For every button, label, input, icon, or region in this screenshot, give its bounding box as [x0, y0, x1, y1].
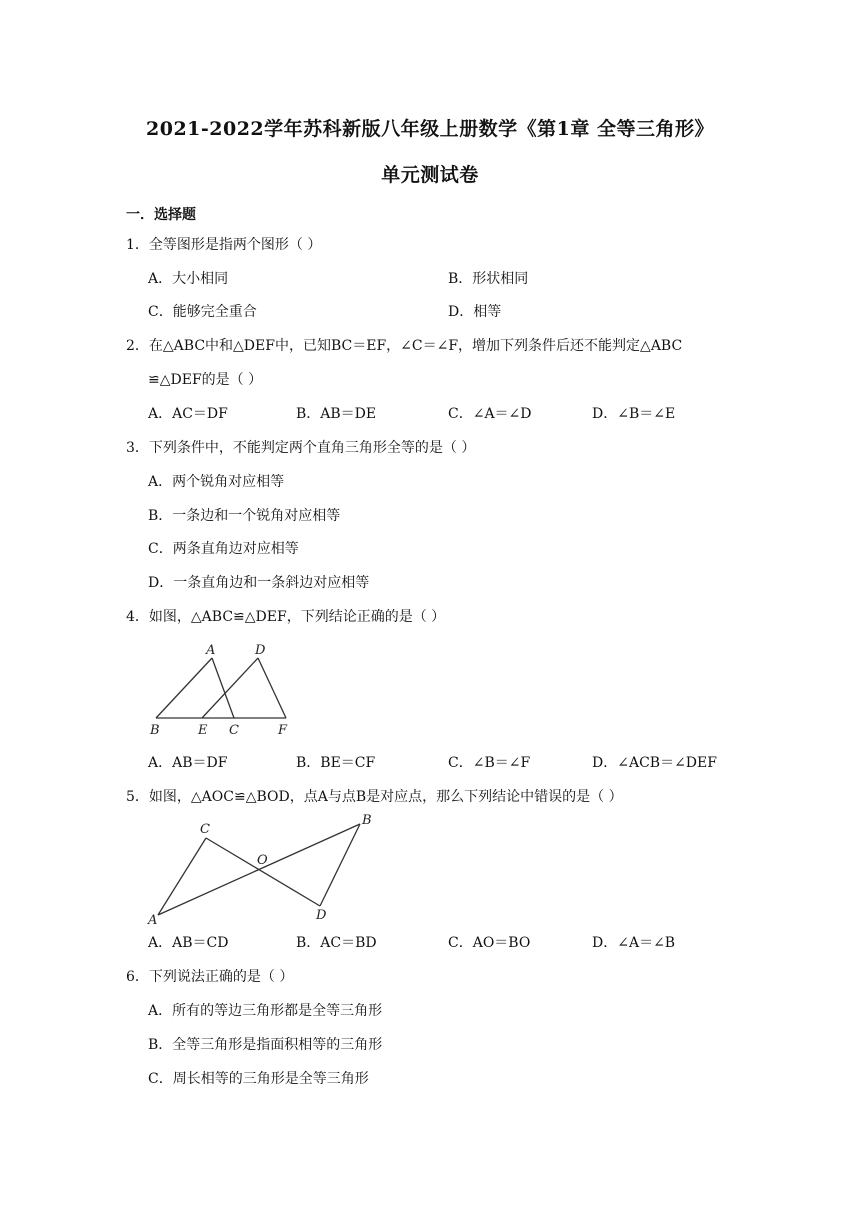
q6-option-a: A．所有的等边三角形都是全等三角形	[148, 1003, 383, 1019]
q4-segment-ed	[202, 658, 258, 718]
q4-segment-df	[258, 658, 286, 718]
q4-label-f: F	[278, 723, 288, 738]
question-4-stem: 4．如图，△ABC≌△DEF，下列结论正确的是（ ）	[126, 609, 446, 625]
q6-option-b: B．全等三角形是指面积相等的三角形	[148, 1037, 383, 1053]
q1-option-b: B．形状相同	[448, 271, 529, 287]
q5-segment-cd	[206, 838, 320, 906]
q4-option-d: D．∠ACB＝∠DEF	[592, 755, 717, 771]
exam-title: 2021-2022学年苏科新版八年级上册数学《第1章 全等三角形》	[146, 118, 714, 140]
q5-label-c: C	[200, 822, 210, 837]
q2-option-c: C．∠A＝∠D	[448, 406, 532, 422]
q1-option-a: A．大小相同	[148, 271, 229, 287]
q5-segment-ac	[158, 838, 206, 915]
q6-option-c: C．周长相等的三角形是全等三角形	[148, 1071, 369, 1087]
exam-subtitle: 单元测试卷	[381, 164, 479, 186]
q1-option-c: C．能够完全重合	[148, 304, 257, 320]
q4-label-a: A	[206, 643, 216, 658]
q3-option-a: A．两个锐角对应相等	[148, 474, 285, 490]
q4-option-c: C．∠B＝∠F	[448, 755, 531, 771]
q5-triangle-figure	[144, 812, 384, 927]
q5-label-a: A	[148, 913, 158, 927]
q3-option-b: B．一条边和一个锐角对应相等	[148, 508, 341, 524]
question-5-stem: 5．如图，△AOC≌△BOD，点A与点B是对应点，那么下列结论中错误的是（ ）	[126, 789, 623, 805]
q5-option-d: D．∠A＝∠B	[592, 935, 676, 951]
q2-option-b: B．AB＝DE	[296, 406, 377, 422]
q5-segment-bd	[320, 824, 360, 906]
q5-option-c: C．AO＝BO	[448, 935, 531, 951]
q4-segment-ba	[156, 658, 212, 718]
q2-option-d: D．∠B＝∠E	[592, 406, 676, 422]
question-3-stem: 3．下列条件中，不能判定两个直角三角形全等的是（ ）	[126, 440, 476, 456]
q1-option-d: D．相等	[448, 304, 502, 320]
q2-option-a: A．AC＝DF	[148, 406, 228, 422]
q3-option-c: C．两条直角边对应相等	[148, 541, 299, 557]
q4-option-b: B．BE＝CF	[296, 755, 376, 771]
q4-option-a: A．AB＝DF	[148, 755, 228, 771]
q4-label-d: D	[255, 643, 266, 658]
q4-triangle-figure	[146, 640, 296, 740]
q4-label-e: E	[198, 723, 208, 738]
section-heading: 一．选择题	[126, 207, 196, 223]
q3-option-d: D．一条直角边和一条斜边对应相等	[148, 575, 370, 591]
q4-label-b: B	[150, 723, 160, 738]
q5-option-a: A．AB＝CD	[148, 935, 229, 951]
q4-label-c: C	[229, 723, 239, 738]
q5-label-o: O	[257, 853, 268, 868]
q5-label-d: D	[316, 908, 327, 923]
q5-segment-ab	[158, 824, 360, 915]
q5-label-b: B	[362, 813, 372, 828]
question-2-stem: 2．在△ABC中和△DEF中，已知BC＝EF，∠C＝∠F，增加下列条件后还不能判定△ABC	[126, 338, 683, 354]
question-6-stem: 6．下列说法正确的是（ ）	[126, 969, 294, 985]
question-1-stem: 1．全等图形是指两个图形（ ）	[126, 237, 322, 253]
question-2-stem-cont: ≌△DEF的是（ ）	[148, 372, 263, 388]
q5-option-b: B．AC＝BD	[296, 935, 377, 951]
